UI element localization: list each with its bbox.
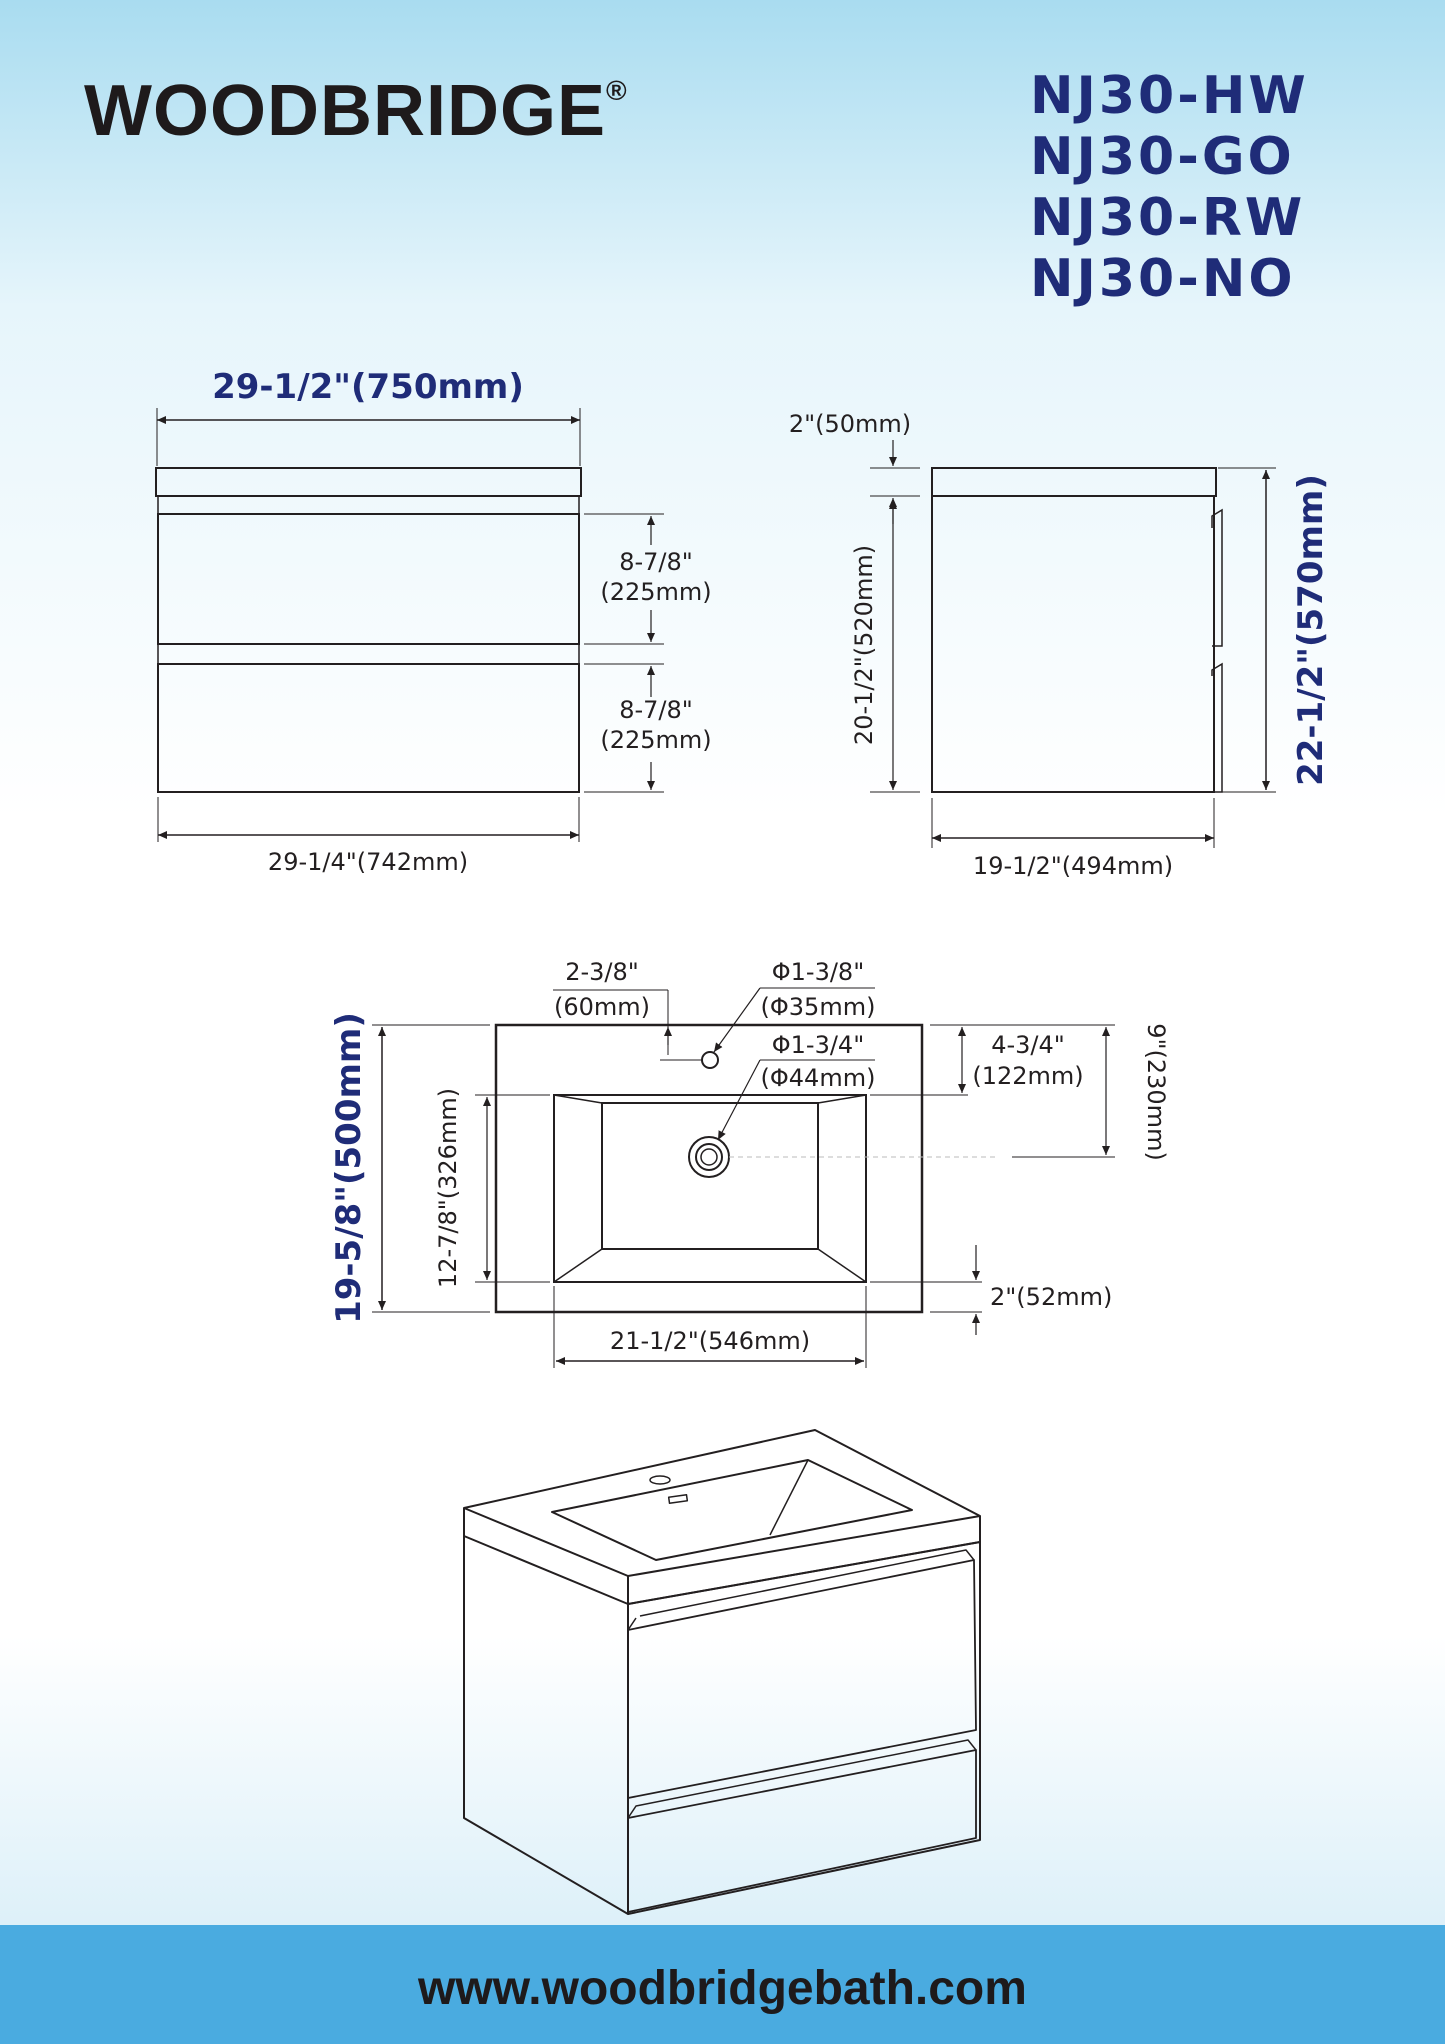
- faucet-hole-mm: (Φ35mm): [760, 993, 876, 1021]
- faucet-offset-inch: 2-3/8": [565, 958, 639, 986]
- front-view: [156, 367, 712, 876]
- faucet-hole-inch: Φ1-3/8": [771, 958, 865, 986]
- side-total-height-label: 22-1/2"(570mm): [1291, 474, 1331, 786]
- basin-outer: [554, 1095, 866, 1282]
- side-cabinet-height-label: 20-1/2"(520mm): [850, 544, 878, 746]
- basin-depth-label: 12-7/8"(326mm): [434, 1087, 462, 1289]
- top-view: [329, 958, 1170, 1368]
- side-depth-label: 19-1/2"(494mm): [972, 852, 1174, 880]
- faucet-hole: [702, 1052, 718, 1068]
- brand-name: WOODBRIDGE: [84, 71, 606, 151]
- model-number: NJ30-HW: [1030, 66, 1309, 126]
- front-bottom-width-label: 29-1/4"(742mm): [267, 848, 469, 876]
- drain-offset-label: 9"(230mm): [1142, 1023, 1170, 1161]
- drawer2-height-inch: 8-7/8": [619, 696, 693, 724]
- website-link[interactable]: www.woodbridgebath.com: [418, 1962, 1027, 2015]
- countertop: [156, 468, 581, 496]
- footer-bar: [0, 1925, 1445, 2044]
- model-number: NJ30-GO: [1030, 127, 1295, 187]
- basin-front-offset-mm: (122mm): [972, 1062, 1084, 1090]
- drain-hole-inch: Φ1-3/4": [771, 1031, 865, 1059]
- drawer2-height-mm: (225mm): [600, 726, 712, 754]
- drain-hole-mm: (Φ44mm): [760, 1064, 876, 1092]
- registered-mark: ®: [605, 75, 628, 106]
- cabinet-side: [932, 496, 1214, 792]
- drawer1-height-inch: 8-7/8": [619, 548, 693, 576]
- top-depth-label: 19-5/8"(500mm): [329, 1012, 369, 1324]
- front-top-width-label: 29-1/2"(750mm): [212, 367, 524, 407]
- faucet-offset-mm: (60mm): [553, 993, 651, 1021]
- basin-width-label: 21-1/2"(546mm): [609, 1327, 811, 1355]
- side-view: [789, 410, 1331, 880]
- model-number: NJ30-NO: [1030, 249, 1296, 309]
- model-number: NJ30-RW: [1030, 188, 1306, 248]
- drawer-lower: [158, 664, 579, 792]
- drawer1-height-mm: (225mm): [600, 578, 712, 606]
- isometric-view: [464, 1430, 980, 1914]
- drawer-upper: [158, 514, 579, 644]
- basin-back-offset-label: 2"(52mm): [990, 1283, 1113, 1311]
- side-top-thickness-label: 2"(50mm): [788, 410, 912, 438]
- basin-front-offset-inch: 4-3/4": [991, 1031, 1065, 1059]
